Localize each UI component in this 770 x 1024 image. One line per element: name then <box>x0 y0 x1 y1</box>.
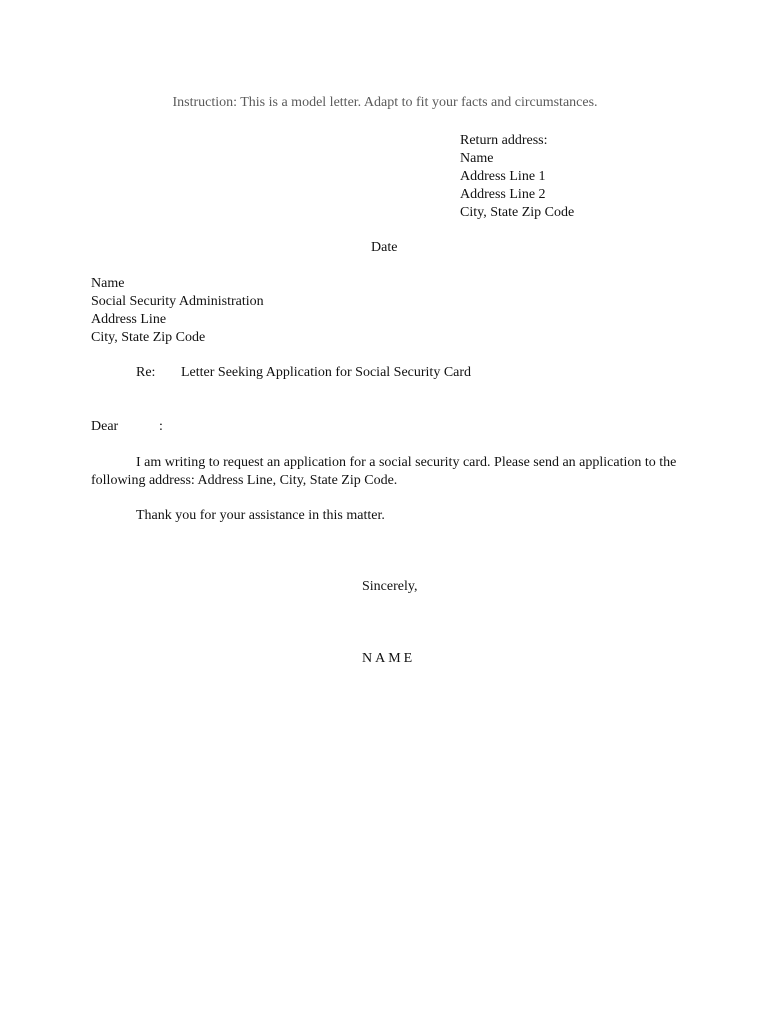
closing: Sincerely, <box>362 579 418 594</box>
recipient-address-line: Address Line <box>91 312 167 327</box>
letter-date: Date <box>371 240 398 255</box>
return-address-line-2: Address Line 2 <box>460 187 546 202</box>
salutation-word: Dear <box>91 419 119 434</box>
salutation-colon: : <box>159 419 163 434</box>
recipient-city-state-zip: City, State Zip Code <box>91 330 206 345</box>
recipient-name: Name <box>91 276 125 291</box>
re-label: Re: <box>136 365 156 380</box>
signature-name: NAME <box>362 651 416 666</box>
re-subject: Letter Seeking Application for Social Security Card <box>181 365 472 380</box>
return-address-block <box>460 132 574 222</box>
return-address-line-1: Address Line 1 <box>460 169 546 184</box>
return-address-heading: Return address: <box>460 133 548 148</box>
thanks-paragraph: Thank you for your assistance in this matter. <box>136 508 385 523</box>
recipient-address-block <box>91 275 264 347</box>
instruction-line: Instruction: This is a model letter. Adapt to fit your facts and circumstances. <box>172 95 598 110</box>
return-address-name: Name <box>460 151 494 166</box>
body-paragraph: I am writing to request an application for a social security card. Please send an application to the following address: Address Line, City, State Zip Code. <box>91 455 677 488</box>
recipient-organization: Social Security Administration <box>91 294 264 309</box>
return-address-city-state-zip: City, State Zip Code <box>460 205 575 220</box>
